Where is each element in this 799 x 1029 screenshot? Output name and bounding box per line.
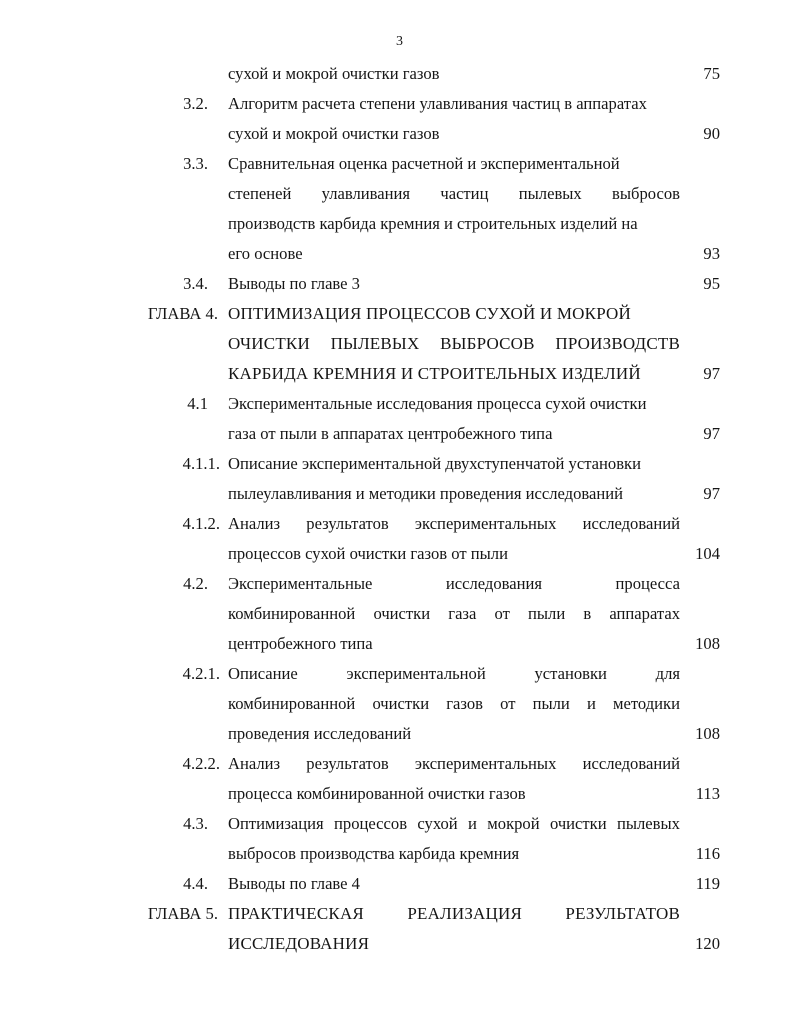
toc-entry-text: сухой и мокрой очистки газов	[228, 64, 440, 83]
toc-entry-text: Алгоритм расчета степени улавливания частиц в аппаратах	[228, 94, 647, 113]
section-number: 4.2.	[183, 574, 208, 593]
toc-entry-text: Сравнительная оценка расчетной и экспериментальной	[228, 154, 620, 173]
chapter-title: ИССЛЕДОВАНИЯ	[228, 934, 370, 953]
word: процессов	[334, 814, 408, 833]
toc-page-number: 120	[695, 934, 720, 953]
section-number: 4.3.	[183, 814, 208, 833]
toc-entry-text	[228, 754, 680, 774]
section-number: 3.2.	[183, 94, 208, 113]
toc-entry-text	[228, 694, 680, 714]
word: установки	[534, 664, 607, 683]
word: мокрой	[487, 814, 540, 833]
section-number: 4.1.1.	[182, 454, 220, 473]
toc-page-number: 116	[695, 844, 720, 863]
word: для	[655, 664, 680, 683]
section-number: 4.2.1.	[182, 664, 220, 683]
toc-entry-text: пылеулавливания и методики проведения исследований	[228, 484, 624, 503]
toc-entry-text	[228, 604, 680, 624]
word: РЕАЛИЗАЦИЯ	[407, 904, 522, 923]
section-number: 4.1	[187, 394, 208, 413]
word: исследования	[445, 574, 543, 593]
word: аппаратах	[609, 604, 680, 623]
word: Оптимизация	[228, 814, 324, 833]
toc-entry-text	[228, 664, 680, 684]
word: сухой	[417, 814, 458, 833]
word: результатов	[306, 754, 389, 773]
word: пыли	[532, 694, 570, 713]
toc-entry-text: проведения исследований	[228, 724, 412, 743]
word: результатов	[306, 514, 389, 533]
word: Анализ	[228, 514, 281, 533]
word: очистки	[372, 694, 430, 713]
section-number: 4.4.	[183, 874, 208, 893]
word: пыли	[528, 604, 566, 623]
word: экспериментальных	[414, 514, 557, 533]
chapter-title	[228, 904, 680, 924]
section-number: 3.3.	[183, 154, 208, 173]
word: пылевых	[518, 184, 582, 203]
toc-page-number: 90	[703, 124, 720, 143]
word: комбинированной	[228, 694, 356, 713]
word: выбросов	[612, 184, 680, 203]
toc-page-number: 97	[703, 484, 720, 503]
toc-page-number: 108	[695, 724, 720, 743]
toc-entry-text: процесса комбинированной очистки газов	[228, 784, 526, 803]
word: ПЫЛЕВЫХ	[330, 334, 420, 353]
word: в	[583, 604, 592, 623]
word: пылевых	[616, 814, 680, 833]
toc-page-number: 95	[703, 274, 720, 293]
toc-entry-text: Выводы по главе 3	[228, 274, 360, 293]
toc-entry-text: центробежного типа	[228, 634, 373, 653]
toc-page-number: 119	[695, 874, 720, 893]
word: от	[500, 694, 516, 713]
word: ПРАКТИЧЕСКАЯ	[228, 904, 364, 923]
toc-entry-text: Экспериментальные исследования процесса сухой очистки	[228, 394, 647, 413]
chapter-title: ОПТИМИЗАЦИЯ ПРОЦЕССОВ СУХОЙ И МОКРОЙ	[228, 304, 632, 323]
toc-page-number: 93	[703, 244, 720, 263]
word: от	[494, 604, 510, 623]
toc-page-number: 75	[703, 64, 720, 83]
word: экспериментальных	[414, 754, 557, 773]
word: методики	[613, 694, 680, 713]
chapter-number: ГЛАВА 4.	[147, 304, 218, 323]
toc-entry-text	[228, 814, 680, 834]
word: ВЫБРОСОВ	[440, 334, 535, 353]
section-number: 4.1.2.	[182, 514, 220, 533]
toc-entry-text	[228, 184, 680, 204]
toc-entry-text: процессов сухой очистки газов от пыли	[228, 544, 508, 563]
toc-entry-text: Выводы по главе 4	[228, 874, 360, 893]
toc-page-number: 97	[703, 424, 720, 443]
toc-entry-text: выбросов производства карбида кремния	[228, 844, 520, 863]
section-number: 4.2.2.	[182, 754, 220, 773]
toc-page-number: 113	[695, 784, 720, 803]
toc-entry-text	[228, 574, 680, 594]
word: очистки	[549, 814, 607, 833]
word: ОЧИСТКИ	[228, 334, 310, 353]
word: газов	[446, 694, 483, 713]
word: исследований	[582, 754, 680, 773]
toc-page-number: 97	[703, 364, 720, 383]
toc-entry-text	[228, 514, 680, 534]
word: степеней	[228, 184, 292, 203]
word: и	[586, 694, 596, 713]
toc-entry-text: его основе	[228, 244, 303, 263]
word: процесса	[615, 574, 680, 593]
section-number: 3.4.	[183, 274, 208, 293]
chapter-title	[228, 334, 680, 354]
word: Анализ	[228, 754, 281, 773]
word: ПРОИЗВОДСТВ	[555, 334, 680, 353]
toc-page-number: 104	[695, 544, 720, 563]
word: экспериментальной	[346, 664, 486, 683]
word: комбинированной	[228, 604, 356, 623]
word: исследований	[582, 514, 680, 533]
toc-entry-text: газа от пыли в аппаратах центробежного типа	[228, 424, 553, 443]
word: Экспериментальные	[228, 574, 373, 593]
word: и	[468, 814, 477, 833]
page-number: 3	[396, 34, 403, 49]
toc-entry-text: производств карбида кремния и строительных изделий на	[228, 214, 638, 233]
word: улавливания	[321, 184, 411, 203]
chapter-number: ГЛАВА 5.	[147, 904, 218, 923]
toc-page-number: 108	[695, 634, 720, 653]
toc-entry-text: Описание экспериментальной двухступенчатой установки	[228, 454, 641, 473]
word: РЕЗУЛЬТАТОВ	[565, 904, 680, 923]
word: частиц	[440, 184, 489, 203]
toc-entry-text: сухой и мокрой очистки газов	[228, 124, 440, 143]
word: газа	[448, 604, 477, 623]
word: очистки	[373, 604, 431, 623]
word: Описание	[228, 664, 298, 683]
chapter-title: КАРБИДА КРЕМНИЯ И СТРОИТЕЛЬНЫХ ИЗДЕЛИЙ	[228, 364, 641, 383]
